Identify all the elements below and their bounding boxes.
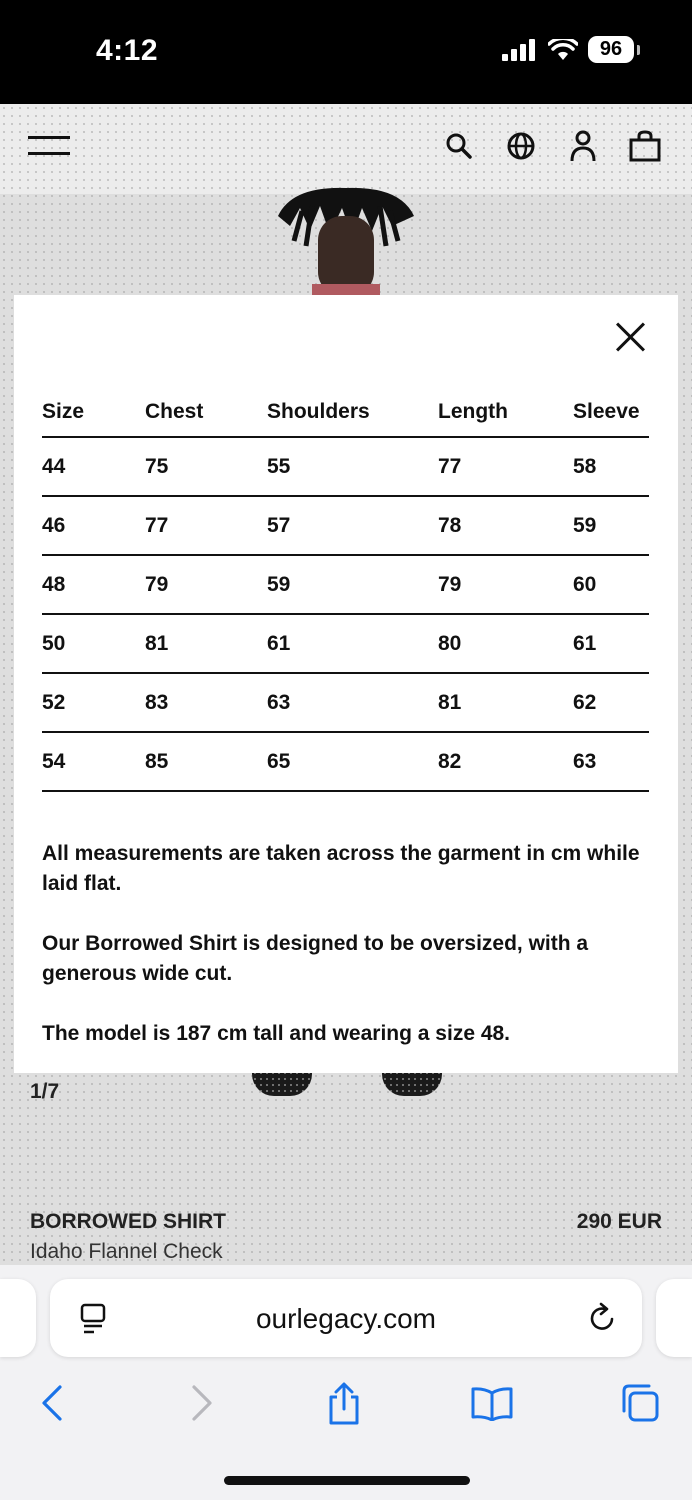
wifi-icon xyxy=(548,39,578,61)
table-cell: 62 xyxy=(573,673,649,732)
product-price: 290 EUR xyxy=(576,1210,662,1233)
table-cell: 82 xyxy=(438,732,573,791)
table-cell: 65 xyxy=(267,732,438,791)
column-header: Length xyxy=(438,379,573,437)
image-counter: 1/7 xyxy=(30,1080,60,1103)
measurement-note: All measurements are taken across the garment in cm while laid flat. xyxy=(42,842,640,895)
search-icon[interactable] xyxy=(442,128,476,164)
table-cell: 78 xyxy=(438,496,573,555)
globe-icon[interactable] xyxy=(504,128,538,164)
cellular-signal-icon xyxy=(502,39,538,61)
table-cell: 80 xyxy=(438,614,573,673)
table-cell: 50 xyxy=(42,614,145,673)
home-indicator xyxy=(224,1476,470,1485)
table-cell: 59 xyxy=(573,496,649,555)
table-cell: 81 xyxy=(438,673,573,732)
table-row xyxy=(42,496,649,555)
column-header: Sleeve xyxy=(573,379,649,437)
address-bar[interactable] xyxy=(50,1279,642,1357)
table-cell: 77 xyxy=(438,437,573,496)
column-header: Size xyxy=(42,379,145,437)
status-bar xyxy=(0,0,692,104)
browser-nav xyxy=(0,1375,692,1435)
table-cell: 79 xyxy=(438,555,573,614)
table-row xyxy=(42,614,649,673)
table-cell: 52 xyxy=(42,673,145,732)
battery-level: 96 xyxy=(588,36,634,63)
table-cell: 85 xyxy=(145,732,267,791)
url-text: ourlegacy.com xyxy=(255,1303,436,1334)
tabs-icon[interactable] xyxy=(618,1381,662,1425)
table-header-row xyxy=(42,379,649,437)
forward-icon[interactable] xyxy=(180,1381,224,1425)
table-row xyxy=(42,555,649,614)
table-cell: 83 xyxy=(145,673,267,732)
size-guide-modal xyxy=(14,295,678,1073)
close-icon[interactable] xyxy=(610,317,650,357)
product-image xyxy=(272,186,420,296)
product-name[interactable]: BORROWED SHIRT xyxy=(30,1210,226,1233)
status-time: 4:12 xyxy=(96,34,159,67)
table-row xyxy=(42,673,649,732)
table-cell: 48 xyxy=(42,555,145,614)
table-cell: 79 xyxy=(145,555,267,614)
table-cell: 61 xyxy=(267,614,438,673)
reload-icon[interactable] xyxy=(588,1301,618,1333)
fit-note: Our Borrowed Shirt is designed to be oversized, with a generous wide cut. xyxy=(42,932,589,985)
bookmarks-icon[interactable] xyxy=(470,1381,514,1425)
column-header: Shoulders xyxy=(267,379,438,437)
table-cell: 63 xyxy=(267,673,438,732)
next-tab-preview[interactable] xyxy=(656,1279,692,1357)
table-cell: 77 xyxy=(145,496,267,555)
account-icon[interactable] xyxy=(566,128,600,164)
column-header: Chest xyxy=(145,379,267,437)
cart-icon[interactable] xyxy=(628,128,662,164)
table-cell: 44 xyxy=(42,437,145,496)
table-cell: 59 xyxy=(267,555,438,614)
table-cell: 60 xyxy=(573,555,649,614)
table-row xyxy=(42,437,649,496)
header-actions xyxy=(442,128,662,164)
back-icon[interactable] xyxy=(30,1381,74,1425)
table-cell: 46 xyxy=(42,496,145,555)
previous-tab-preview[interactable] xyxy=(0,1279,36,1357)
menu-icon[interactable] xyxy=(28,136,70,158)
status-indicators xyxy=(502,36,634,63)
table-cell: 61 xyxy=(573,614,649,673)
share-icon[interactable] xyxy=(322,1381,366,1425)
table-cell: 81 xyxy=(145,614,267,673)
table-cell: 54 xyxy=(42,732,145,791)
size-guide-notes xyxy=(42,839,642,1079)
size-table xyxy=(42,379,649,792)
browser-toolbar xyxy=(0,1265,692,1500)
table-cell: 75 xyxy=(145,437,267,496)
table-row xyxy=(42,732,649,791)
table-cell: 55 xyxy=(267,437,438,496)
table-cell: 57 xyxy=(267,496,438,555)
table-cell: 58 xyxy=(573,437,649,496)
table-cell: 63 xyxy=(573,732,649,791)
product-variant: Idaho Flannel Check xyxy=(30,1240,223,1263)
model-note: The model is 187 cm tall and wearing a size 48. xyxy=(42,1022,511,1045)
